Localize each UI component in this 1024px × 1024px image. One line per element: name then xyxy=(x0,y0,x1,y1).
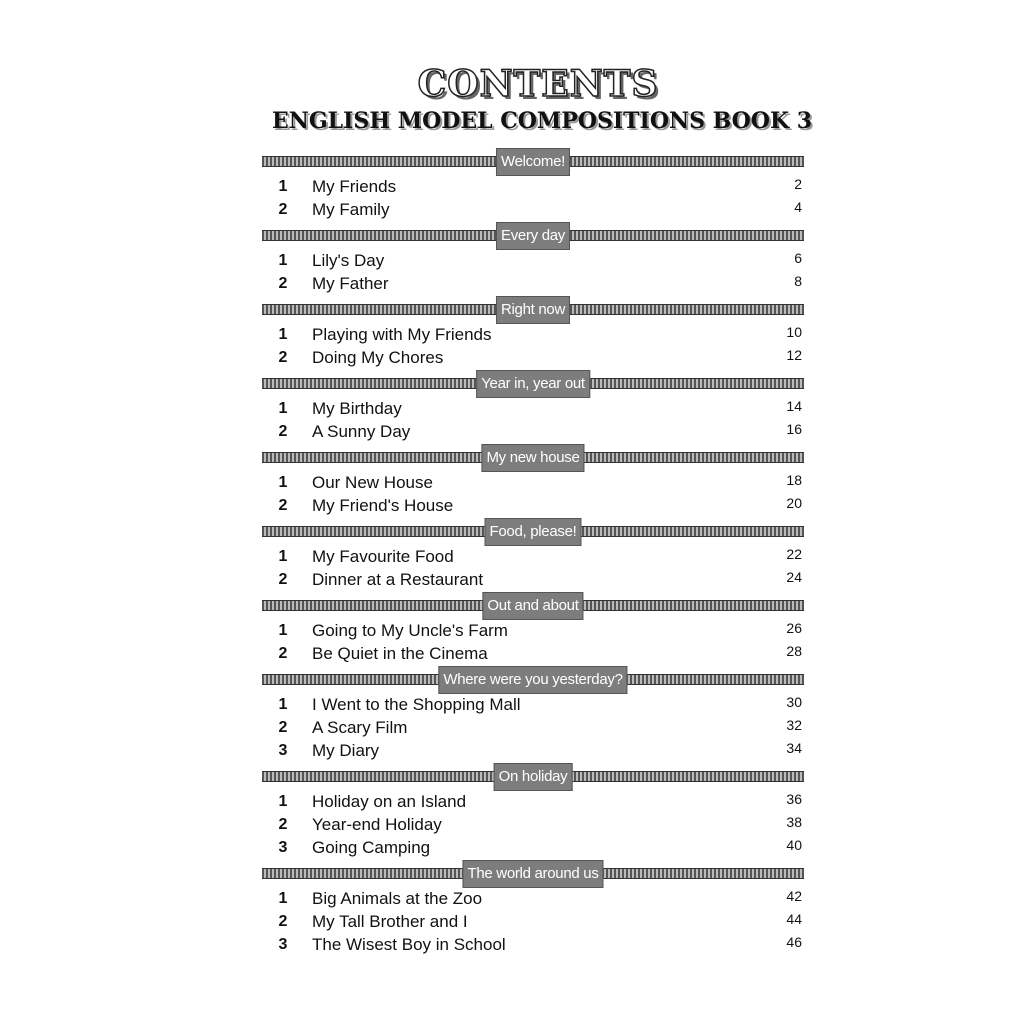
page-number: 4 xyxy=(794,199,802,215)
toc-entry xyxy=(262,814,804,837)
page-number: 32 xyxy=(786,717,802,733)
entry-number: 3 xyxy=(278,936,288,953)
page-number: 16 xyxy=(786,421,802,437)
entry-number: 3 xyxy=(278,742,288,759)
entry-title: My Family xyxy=(312,200,390,219)
toc-entry xyxy=(262,643,804,666)
page-number: 6 xyxy=(794,250,802,266)
contents-page xyxy=(262,63,813,957)
unit-label: My new house xyxy=(481,444,584,472)
page-number: 18 xyxy=(786,472,802,488)
entry-title: My Friend's House xyxy=(312,496,454,515)
entry-list xyxy=(262,620,804,666)
page-number: 12 xyxy=(786,347,802,363)
toc-entry xyxy=(262,176,804,199)
entry-title: My Diary xyxy=(312,741,380,760)
unit-section xyxy=(262,444,804,518)
entry-number: 1 xyxy=(278,252,288,269)
page-number: 24 xyxy=(786,569,802,585)
toc-entry xyxy=(262,398,804,421)
toc-entry xyxy=(262,421,804,444)
entry-title: My Favourite Food xyxy=(312,547,454,566)
entry-number: 2 xyxy=(278,275,288,292)
entry-number: 2 xyxy=(278,201,288,218)
entry-number: 1 xyxy=(278,548,288,565)
toc-entry xyxy=(262,273,804,296)
unit-list xyxy=(262,148,804,957)
page-number: 28 xyxy=(786,643,802,659)
page-number: 46 xyxy=(786,934,802,950)
entry-title: The Wisest Boy in School xyxy=(312,935,506,954)
entry-title: Our New House xyxy=(312,473,433,492)
page-number: 2 xyxy=(794,176,802,192)
page-number: 36 xyxy=(786,791,802,807)
page-number: 26 xyxy=(786,620,802,636)
toc-entry xyxy=(262,888,804,911)
entry-list xyxy=(262,250,804,296)
page-number: 8 xyxy=(794,273,802,289)
unit-banner xyxy=(262,592,804,618)
entry-list xyxy=(262,791,804,860)
entry-number: 2 xyxy=(278,913,288,930)
entry-title: Going Camping xyxy=(312,838,431,857)
unit-label: Where were you yesterday? xyxy=(438,666,627,694)
unit-banner xyxy=(262,296,804,322)
unit-section xyxy=(262,296,804,370)
unit-banner xyxy=(262,666,804,692)
entry-number: 1 xyxy=(278,696,288,713)
entry-number: 1 xyxy=(278,474,288,491)
toc-entry xyxy=(262,199,804,222)
unit-section xyxy=(262,666,804,763)
toc-entry xyxy=(262,717,804,740)
entry-list xyxy=(262,888,804,957)
entry-title: A Sunny Day xyxy=(312,422,411,441)
entry-number: 1 xyxy=(278,178,288,195)
entry-list xyxy=(262,398,804,444)
entry-title: Playing with My Friends xyxy=(312,325,492,344)
unit-label: The world around us xyxy=(462,860,603,888)
unit-section xyxy=(262,592,804,666)
entry-title: Holiday on an Island xyxy=(312,792,467,811)
entry-title: My Birthday xyxy=(312,399,402,418)
entry-number: 2 xyxy=(278,423,288,440)
toc-entry xyxy=(262,911,804,934)
toc-entry xyxy=(262,791,804,814)
unit-banner xyxy=(262,222,804,248)
entry-number: 1 xyxy=(278,793,288,810)
page-number: 14 xyxy=(786,398,802,414)
entry-number: 1 xyxy=(278,890,288,907)
entry-number: 2 xyxy=(278,571,288,588)
unit-section xyxy=(262,518,804,592)
unit-section xyxy=(262,222,804,296)
unit-banner xyxy=(262,518,804,544)
entry-list xyxy=(262,324,804,370)
page-number: 22 xyxy=(786,546,802,562)
page-number: 44 xyxy=(786,911,802,927)
entry-list xyxy=(262,472,804,518)
unit-section xyxy=(262,148,804,222)
entry-list xyxy=(262,694,804,763)
unit-label: Year in, year out xyxy=(476,370,590,398)
unit-section xyxy=(262,763,804,860)
page-number: 20 xyxy=(786,495,802,511)
toc-entry xyxy=(262,324,804,347)
toc-entry xyxy=(262,837,804,860)
entry-title: My Tall Brother and I xyxy=(312,912,468,931)
toc-entry xyxy=(262,934,804,957)
unit-banner xyxy=(262,370,804,396)
unit-banner xyxy=(262,444,804,470)
page-title: CONTENTS xyxy=(417,63,659,105)
unit-banner xyxy=(262,148,804,174)
book-title: ENGLISH MODEL COMPOSITIONS BOOK 3 xyxy=(272,108,813,134)
entry-number: 2 xyxy=(278,719,288,736)
unit-label: Out and about xyxy=(482,592,583,620)
entry-number: 1 xyxy=(278,622,288,639)
toc-entry xyxy=(262,740,804,763)
unit-banner xyxy=(262,763,804,789)
entry-number: 2 xyxy=(278,497,288,514)
toc-entry xyxy=(262,546,804,569)
page-number: 10 xyxy=(786,324,802,340)
toc-entry xyxy=(262,495,804,518)
toc-entry xyxy=(262,250,804,273)
unit-label: On holiday xyxy=(494,763,573,791)
toc-entry xyxy=(262,347,804,370)
toc-entry xyxy=(262,620,804,643)
entry-title: Going to My Uncle's Farm xyxy=(312,621,508,640)
unit-banner xyxy=(262,860,804,886)
entry-list xyxy=(262,176,804,222)
entry-title: My Father xyxy=(312,274,389,293)
page-number: 34 xyxy=(786,740,802,756)
unit-label: Welcome! xyxy=(496,148,570,176)
entry-number: 1 xyxy=(278,400,288,417)
entry-title: Year-end Holiday xyxy=(312,815,442,834)
entry-number: 1 xyxy=(278,326,288,343)
entry-number: 2 xyxy=(278,645,288,662)
entry-number: 2 xyxy=(278,349,288,366)
page-number: 42 xyxy=(786,888,802,904)
entry-title: Big Animals at the Zoo xyxy=(312,889,483,908)
toc-entry xyxy=(262,569,804,592)
entry-title: I Went to the Shopping Mall xyxy=(312,695,521,714)
unit-label: Food, please! xyxy=(485,518,582,546)
unit-section xyxy=(262,370,804,444)
entry-title: Doing My Chores xyxy=(312,348,444,367)
entry-title: Be Quiet in the Cinema xyxy=(312,644,488,663)
entry-title: My Friends xyxy=(312,177,397,196)
unit-label: Right now xyxy=(496,296,570,324)
page-number: 30 xyxy=(786,694,802,710)
unit-label: Every day xyxy=(496,222,570,250)
entry-title: Lily's Day xyxy=(312,251,385,270)
page-number: 38 xyxy=(786,814,802,830)
entry-list xyxy=(262,546,804,592)
page-number: 40 xyxy=(786,837,802,853)
toc-entry xyxy=(262,472,804,495)
entry-number: 2 xyxy=(278,816,288,833)
entry-title: A Scary Film xyxy=(312,718,408,737)
toc-entry xyxy=(262,694,804,717)
unit-section xyxy=(262,860,804,957)
entry-title: Dinner at a Restaurant xyxy=(312,570,484,589)
entry-number: 3 xyxy=(278,839,288,856)
